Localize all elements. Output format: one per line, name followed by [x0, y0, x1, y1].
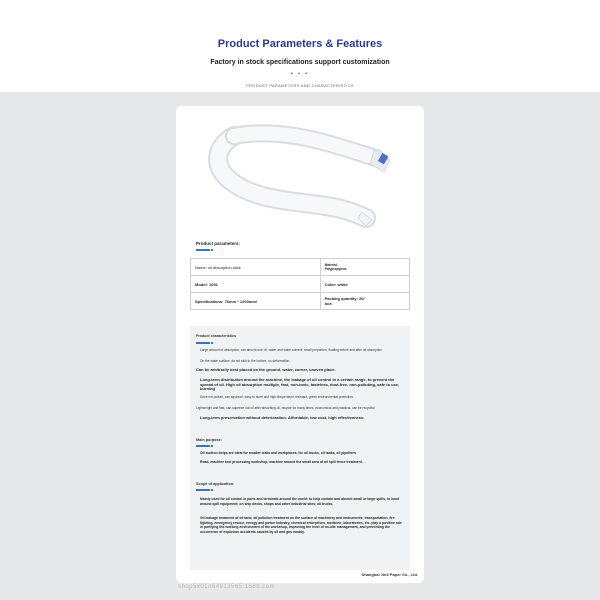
characteristic-line: Can be arbitrarily best placed on the ground, water, corner, uneven place.: [196, 367, 336, 372]
characteristic-line: Does not pollute, can squeeze, easy to store and high temperature resistant, green environmental protection.: [200, 395, 354, 399]
purpose-line: Road, machine tool processing workshop, machine around the small area of oil spill fence treatment.: [200, 460, 363, 464]
product-image: [176, 106, 424, 236]
params-title: Product parameters:: [196, 241, 241, 246]
scope-title: Scope of application:: [196, 482, 235, 486]
table-row: [191, 259, 410, 276]
section-caption: PRODUCT PARAMETERS AND CHARACTERISTICS: [246, 83, 354, 88]
param-packing: Packing quantity: 20/ box: [320, 293, 409, 310]
characteristic-line: Lightweight and fast, can squeeze out oil after absorbing oil, recycle for many times, economical and practical, can be recycled.: [196, 406, 376, 410]
scope-line: Mainly used for oil control in ports and terminals around the world: to help contain and absorb small or large spills; to bend around spill equipment; on ship decks, shops and other industrial sites; oil trucks,: [200, 497, 400, 506]
param-spec: Specifications: 76mm * 1200mm/: [191, 293, 321, 310]
scope-line: Oil leakage treatment of oil tank; oil pollution treatment on the surface of machinery and instruments; transportation, fire fighting, emergency rescue; energy and power industry, chemical enterprises, medicine, laboratories, etc. play a positive role in purifying the working environment of the workshop, improving the level of on-site management, and preventing the occurrence of explosion accidents caused by oil and gas muddy.: [200, 516, 402, 534]
page-subtitle: Factory in stock specifications support customization: [210, 59, 390, 66]
characteristics-title: Product characteristics: [196, 334, 236, 338]
characteristic-line: Long-term preservation without deterioration. Affordable, low cost, high effectiveness.: [200, 415, 365, 420]
params-table: [190, 258, 410, 310]
page-title: Product Parameters & Features: [217, 38, 383, 50]
param-material: Material: Polypropylene: [320, 259, 409, 276]
param-model: Model: 1051: [191, 276, 321, 293]
characteristic-line: Large amount of absorption, can absorb one oil, water and water solvent, small proportion, floating before and after oil absorption: [200, 348, 382, 352]
accent-bar: [196, 249, 210, 251]
company-footer: Shanghai Jinli Paper Co., Ltd.: [361, 572, 418, 577]
accent-bar: [196, 342, 210, 344]
content-card: [176, 106, 424, 583]
watermark: shop5x01n64913565.1688.com: [178, 584, 276, 590]
details-panel: [190, 326, 410, 570]
purpose-title: Main purpose:: [196, 438, 222, 442]
param-name: Name: oil absorption stick: [191, 259, 321, 276]
table-row: [191, 276, 410, 293]
accent-bar: [196, 445, 210, 447]
table-row: [191, 293, 410, 310]
accent-bar: [196, 489, 210, 491]
param-color: Color: white: [320, 276, 409, 293]
header: [0, 0, 600, 92]
divider-dots: • • •: [290, 71, 310, 77]
purpose-line: Oil suction strips are ideal for smaller leaks and workplaces, for oil trucks, oil tanks, oil pipelines: [200, 451, 357, 455]
characteristic-line: On the water surface, do not sink to the bottom, no deformation.: [200, 359, 291, 363]
characteristic-line: Long-term distribution around the machine, the leakage of oil control in a certain range, to prevent the spread of oil. High oil absorption multiple, fast, non-toxic, tasteless, dust-free, non-polluting, safe to use, burning: [200, 377, 400, 392]
